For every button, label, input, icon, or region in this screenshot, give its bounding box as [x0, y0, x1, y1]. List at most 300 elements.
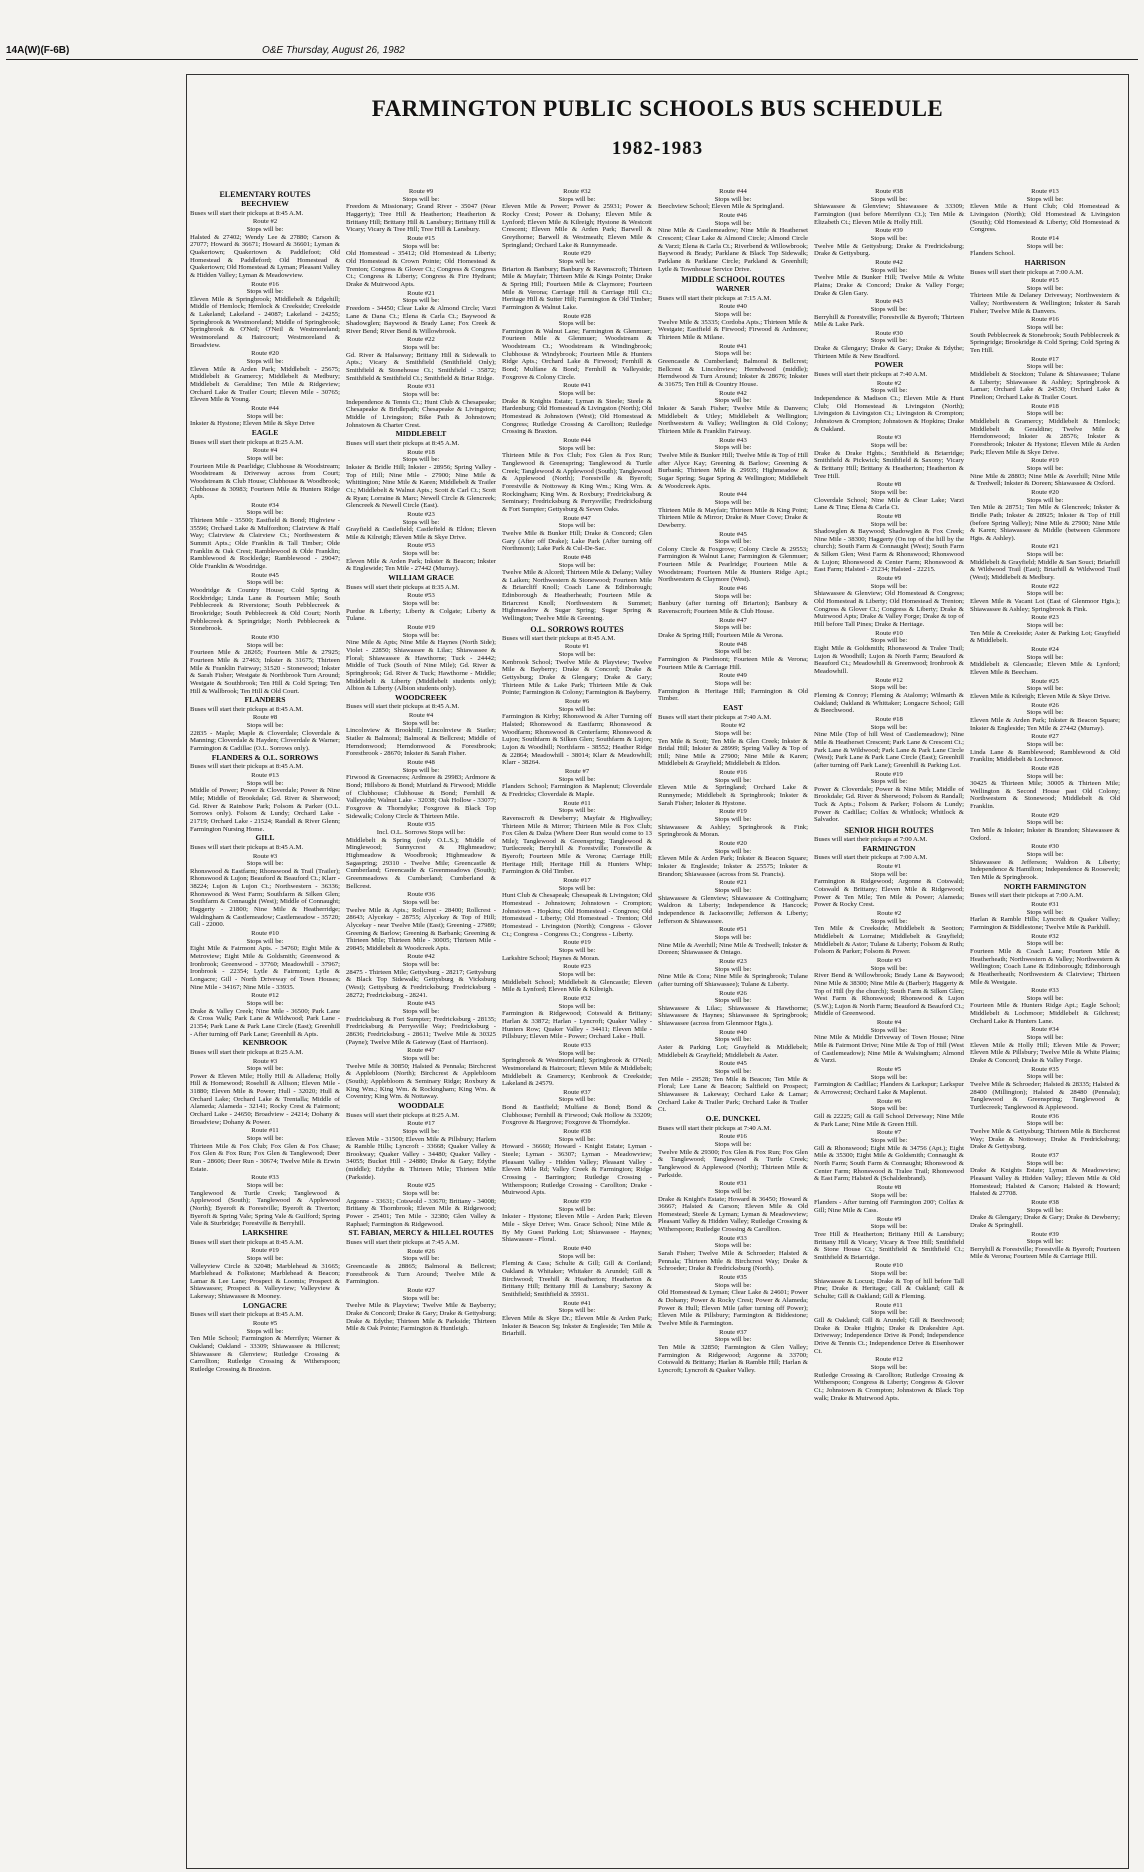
- stops-label: Stops will be:: [1026, 709, 1064, 717]
- route-stops: Old Homestead & Lyman; Clear Lake & 24601; Power & Dohany; Power & Rocky Crest; Power & Alameda; Power & Hull; Eleven Mile (after turning off Power); Eleven Mile & Pillsbury; Farmington & Biddestone; Twelve Mile & Farmington.: [658, 1289, 808, 1327]
- pickup-time-note: Buses will start their pickups at 7:15 A.M.: [658, 294, 772, 302]
- route-stops: Rhonswood & Eastfarm; Rhonswood & Trail (Trailer); Rhonswood & Lujon; Beauford & Beauford Ct.; Klarr - 38224; Lujon & Lujon Ct.; Northwestern - 36336; Rhonswood & West Farm; Southfarm & Silken Glen; Southfarm & Connaught (West); Middle of Connaught; Haggerty - 21800; Nine Mile & Heatherridge; Waldingham & Castlemeadow; Castlemeadow - 35720; Gill - 22000.: [190, 867, 340, 929]
- route-entry: [658, 840, 808, 878]
- route-number: Route #14: [1031, 234, 1059, 242]
- route-number: Route #3: [876, 956, 902, 964]
- school-heading: WOODCREEK: [395, 692, 447, 702]
- route-number: Route #21: [719, 879, 747, 887]
- route-number: Route #8: [876, 1183, 902, 1191]
- route-entry: [814, 630, 964, 676]
- route-number: Route #4: [876, 1019, 902, 1027]
- stops-label: Stops will be:: [714, 498, 752, 506]
- route-number: Route #1: [876, 863, 902, 870]
- route-entry: [658, 1133, 808, 1179]
- route-stops: Eleven Mile - 31500; Eleven Mile & Pillsbury; Harlem & Ramble Hills; Lyncroft - 33668; Quaker Valley & Brookway; Quaker Valley - 34480; Quaker Valley - 34055; Bucket Hill - 24880; Drake & Gary; Edythe (middle); Edythe & Thirteen Mile; Thirteen Mile (Parkside).: [346, 1135, 496, 1181]
- route-entry: [658, 769, 808, 807]
- stops-label: Stops will be:: [558, 1096, 596, 1104]
- stops-label: Stops will be:: [714, 1336, 752, 1344]
- route-entry: [190, 1174, 340, 1228]
- pickup-time-note: Buses will start their pickups at 8:25 A.M.: [346, 1111, 460, 1119]
- stops-label: Stops will be:: [402, 344, 440, 352]
- route-entry: [658, 491, 808, 529]
- stops-label: Stops will be:: [558, 320, 596, 328]
- route-entry: [970, 843, 1120, 881]
- route-number: Route #29: [1031, 811, 1059, 819]
- route-entry: [190, 502, 340, 571]
- route-entry: [346, 1120, 496, 1181]
- route-number: Route #8: [876, 512, 902, 520]
- stops-label: Stops will be:: [246, 937, 284, 945]
- stops-label: Stops will be:: [714, 776, 752, 784]
- schedule-column: [190, 188, 340, 1864]
- route-stops: Drake & Spring Hill; Fourteen Mile & Verona.: [658, 632, 784, 640]
- stops-label: Stops will be:: [1026, 324, 1064, 332]
- route-stops: Inkster & Sarah Fisher; Twelve Mile & Danvers; Middlebelt & Utley; Middlebelt & Wellington; Northwestern & Valley; Wellington & Old Colony; Thirteen Mile & Franklin Fairway.: [658, 405, 808, 435]
- route-stops: Nine Mile & Middle Driveway of Town House; Nine Mile & Fairmont Drive; Nine Mile & Top of Hill (West of Castlemeadow); Nine Mile & Walsingham; Almond & Varzi.: [814, 1034, 964, 1065]
- stops-label: Stops will be:: [246, 1065, 284, 1073]
- route-stops: Fredricksburg & Fort Sumpter; Fredricksburg - 28135; Fredricksburg & Perrysville Way; Fredricksburg - 28636; Fredricksburg - 28611; Twelve Mile & 30325 (Payne); Twelve Mile & Gateway (East of Harrison).: [346, 1015, 496, 1046]
- stops-label: Incl. O.L. Sorrows Stops will be:: [376, 828, 466, 836]
- route-entry: [658, 1274, 808, 1328]
- route-entry: [502, 1089, 652, 1127]
- route-entry: [970, 235, 1120, 258]
- route-entry: [814, 677, 964, 715]
- route-stops: Grayfield & Castlefield; Castlefield & Eldon; Eleven Mile & Kilreigh; Eleven Mile & Skye Drive.: [346, 526, 496, 541]
- route-stops: Howard - 36660; Howard - Knight Estate; Lyman - Steele; Lyman - 36307; Lyman - Meadowview; Pleasant Valley - Hidden Valley; Pleasant Valley - Eleven Mile Rd; Valley Creek & Farmington; Ridge Crossing - Barrington; Rutledge Crossing - Witherspoon; Rutledge Crossing - Carollton; Drake - Muirwood Apts.: [502, 1143, 652, 1197]
- route-stops: Shiawassee & Glenview; Shiawassee & Cottingham; Waldron & Liberty; Independence & Hancock; Independence & Jacksonville; Jefferson & Liberty; Jefferson & Shiawassee.: [658, 894, 808, 925]
- route-number: Route #32: [563, 188, 591, 195]
- stops-label: Stops will be:: [870, 1270, 908, 1278]
- route-stops: Eleven Mile & Springland; Orchard Lake & Runnymede; Middlebelt & Springbrook; Inkster & Sarah Fisher; Inkster & Hystone.: [658, 784, 808, 807]
- pickup-time-note: Buses will start their pickups at 7:40 A.M.: [658, 713, 772, 721]
- route-number: Route #12: [875, 676, 903, 684]
- route-number: Route #11: [251, 1127, 279, 1135]
- stops-label: Stops will be:: [1026, 1238, 1064, 1246]
- route-number: Route #10: [251, 930, 279, 938]
- route-number: Route #36: [407, 891, 435, 899]
- route-number: Route #8: [876, 481, 902, 489]
- route-stops: Thirteen Mile & Mayfair; Thirteen Mile & King Point; Thirteen Mile & Mirror; Drake & Muer Cove; Drake & Dewberry.: [658, 506, 808, 529]
- route-entry: [814, 259, 964, 297]
- route-number: Route #38: [1031, 1198, 1059, 1206]
- stops-label: Stops will be:: [714, 1140, 752, 1148]
- route-number: Route #26: [719, 989, 747, 997]
- school-heading: HARRISON: [1024, 257, 1066, 267]
- route-entry: [814, 957, 964, 1018]
- route-stops: Beechview School; Eleven Mile & Springland.: [658, 203, 784, 211]
- route-entry: [190, 447, 340, 501]
- route-entry: [502, 1042, 652, 1088]
- school-heading: LARKSHIRE: [242, 1227, 288, 1237]
- route-stops: Twelve Mile & Bunker Hill; Drake & Concord; Glen Gary (After off Drake); Lake Park (After turning off Northmont); Lake Park & Cul-De-Sac.: [502, 529, 652, 553]
- route-entry: [658, 641, 808, 672]
- stops-label: Stops will be:: [870, 684, 908, 692]
- route-entry: [502, 250, 652, 311]
- route-entry: [970, 1231, 1120, 1262]
- stops-label: Stops will be:: [402, 898, 440, 906]
- route-stops: Nine Mile & Cora; Nine Mile & Springbrook; Tulane (after turning off Shiawassee); Tulane & Liberty.: [658, 973, 808, 988]
- route-stops: Farmington & Heritage Hill; Farmington & Old Timber.: [658, 687, 808, 703]
- route-stops: Power & Cloverdale; Power & Nine Mile; Middle of Brookdale; Gd. River & Sherwood; Folsom & Randall; Tuck & Apts.; Folsom & Parker; Folsom & Lundy; Power & Cadillac; Colfax & Whitlock; Whitlock & Salvador.: [814, 785, 964, 824]
- route-number: Route #6: [564, 698, 590, 705]
- route-number: Route #18: [875, 715, 903, 723]
- route-entry: [346, 759, 496, 820]
- route-stops: Eleven Mile & Arden Park; Inkster & Beacon Square; Inkster & Engleside; Ten Mile & 27442 (Murray).: [970, 716, 1120, 732]
- stops-label: Stops will be:: [870, 441, 908, 449]
- route-number: Route #2: [720, 722, 746, 730]
- route-entry: [814, 1216, 964, 1262]
- stops-label: Stops will be:: [558, 651, 596, 659]
- route-entry: [814, 716, 964, 770]
- school-heading: GILL: [255, 833, 275, 843]
- route-number: Route #26: [407, 1247, 435, 1255]
- route-stops: Eleven Mile & Skye Dr.; Eleven Mile & Arden Park; Inkster & Beacon Sq; Inkster & Engleside; Ten Mile & Briarhill.: [502, 1314, 652, 1338]
- stops-label: Stops will be:: [246, 860, 284, 868]
- route-entry: [970, 987, 1120, 1025]
- route-number: Route #47: [407, 1047, 435, 1055]
- route-number: Route #41: [719, 342, 747, 350]
- route-number: Route #16: [1031, 316, 1059, 324]
- route-stops: Nine Mile & Castlemeadow; Nine Mile & Heatherset Crescent; Clear Lake & Almond Circle; Almond Circle & Varzi; Elena & Carla Ct.; Riverbend & Willowbrook; Baywood & Brady; Parklane & Black Top Sidewalk; Parklane & Parklane Circle; Parkland & Greenhill; Lytle & Townhouse Service Drive.: [658, 227, 808, 273]
- schedule-column: [502, 188, 652, 1864]
- route-number: Route #4: [408, 712, 434, 720]
- route-number: Route #44: [563, 437, 591, 444]
- stops-label: Stops will be:: [870, 195, 908, 203]
- route-entry: [502, 382, 652, 436]
- route-stops: Cloverdale School; Nine Mile & Clear Lake; Varzi Lane & Tina; Elena & Carla Ct.: [814, 496, 964, 512]
- route-entry: [658, 808, 808, 839]
- route-stops: Ten Mile & 28751; Ten Mile & Glencreek; Inkster & Bridle Path; Inkster & 28925; Inkster & Top of Hill (before Spring Valley); Nine Mile & 27900; Nine Mile & Karen; Shiawassee & Middle (between Glenmore Hgts. & Ashley).: [970, 504, 1120, 542]
- schedule-column: [658, 188, 808, 1864]
- route-number: Route #30: [1031, 843, 1059, 851]
- stops-label: Stops will be:: [1026, 496, 1064, 504]
- route-entry: [814, 330, 964, 361]
- schedule-column: [346, 188, 496, 1864]
- route-stops: Halsted & 27402; Wendy Lee & 27880; Carson & 27077; Howard & 36671; Howard & 36601; Lyman & Quakertown; Quakertown & Paddlefoot; Old Homestead & Paddleford; Old Homestead & Quakertown; Old Homestead & Lyman; Pleasant Valley & Hidden Valley; Lyman & Meadowview.: [190, 233, 340, 279]
- school-heading: LONGACRE: [243, 1300, 287, 1310]
- route-stops: Eleven Mile & Vacant Lot (East of Glenmoor Hgts.); Shiawassee & Ashley; Springbrook & Fink.: [970, 598, 1120, 613]
- stops-label: Stops will be:: [1026, 685, 1064, 693]
- stops-label: Stops will be:: [1026, 653, 1064, 661]
- stops-label: Stops will be:: [402, 297, 440, 305]
- stops-label: Stops will be:: [402, 1127, 440, 1135]
- route-number: Route #8: [252, 714, 278, 722]
- route-stops: Briarton & Banbury; Banbury & Ravenscroft; Thirteen Mile & Mayfair; Thirteen Mile & Kings Pointe; Drake & Spring Hill; Fourteen Mile & Claymore; Fourteen Mile & Verona; Carriage Hill & Carriage Hill Ct.; Heritage Hill & Sutter Hill; Farmington & Old Timber; Farmington & Walnut Lake.: [502, 265, 652, 311]
- route-stops: Ten Mile School; Farmington & Merrilyn; Warner & Oakland; Oakland - 33309; Shiawassee & Hillcrest; Shiawassee & Glenview; Rutledge Crossing & Carrollton; Rutledge Crossing & Witherspoon; Rutledge Crossing & Braxton.: [190, 1335, 340, 1373]
- route-number: Route #39: [875, 227, 903, 235]
- route-entry: [346, 235, 496, 289]
- route-number: Route #13: [1031, 188, 1059, 195]
- stops-label: Stops will be:: [714, 729, 752, 737]
- pickup-time-note: Buses will start their pickups at 8:45 A.M.: [190, 705, 304, 713]
- route-number: Route #19: [719, 808, 747, 816]
- route-number: Route #40: [719, 303, 747, 311]
- school-heading: BEECHVIEW: [241, 199, 289, 208]
- route-entry: [502, 698, 652, 767]
- route-number: Route #6: [876, 1097, 902, 1105]
- route-number: Route #43: [719, 436, 747, 444]
- route-number: Route #23: [407, 510, 435, 518]
- route-entry: [814, 227, 964, 258]
- route-entry: [502, 768, 652, 799]
- route-number: Route #28: [563, 312, 591, 320]
- route-entry: [658, 1235, 808, 1273]
- route-entry: [190, 992, 340, 1038]
- route-number: Route #29: [563, 250, 591, 258]
- stops-label: Stops will be:: [558, 1135, 596, 1143]
- route-number: Route #34: [251, 501, 279, 509]
- stops-label: Stops will be:: [246, 1254, 284, 1262]
- route-entry: [814, 1098, 964, 1129]
- stops-label: Stops will be:: [558, 970, 596, 978]
- stops-label: Stops will be:: [870, 723, 908, 731]
- route-stops: Ten Mile & Scott; Ten Mile & Glen Creek; Inkster & Bridal Hill; Inkster & 28999; Spring Valley & Top of Hill; Nine Mile & 27900; Nine Mile & Karen; Middlebelt & Grayfield; Middlebelt & Eldon.: [658, 737, 808, 768]
- route-entry: [814, 1066, 964, 1097]
- route-stops: Farmington & Cadillac; Flanders & Larkspur; Larkspur & Arrowcrest; Orchard Lake & Maplenut.: [814, 1081, 964, 1097]
- route-entry: [190, 930, 340, 991]
- stops-label: Stops will be:: [1026, 590, 1064, 598]
- stops-label: Stops will be:: [714, 1036, 752, 1044]
- route-entry: [658, 879, 808, 925]
- stops-label: Stops will be:: [1026, 940, 1064, 948]
- pickup-time-note: Buses will start their pickups at 7:00 A.M.: [814, 854, 928, 862]
- route-number: Route #23: [1031, 614, 1059, 622]
- route-stops: Independence & Madison Ct.; Eleven Mile & Hunt Club; Old Homestead & Livingston (North); Livingston & Livingston Ct.; Livingston & Crompton; Johnstown & Crompton; Johnstown & Hopkins; Drake & Oakland.: [814, 395, 964, 433]
- stops-label: Stops will be:: [402, 631, 440, 639]
- route-stops: Lincolnview & Brookhill; Lincolnview & Statler; Statler & Balmoral; Balmoral & Bellcrest; Middle of Herndonwood; Herndonwood & Forestbrook; Forestbrook - 28670; Inkster & Sarah Fisher.: [346, 727, 496, 758]
- route-number: Route #36: [1031, 1112, 1059, 1120]
- route-entry: [346, 542, 496, 573]
- route-entry: [502, 1300, 652, 1338]
- route-number: Route #16: [719, 769, 747, 777]
- stops-label: Stops will be:: [714, 997, 752, 1005]
- route-number: Route #19: [563, 939, 591, 947]
- stops-label: Stops will be:: [558, 561, 596, 569]
- stops-label: Stops will be:: [714, 397, 752, 405]
- school-heading: FLANDERS: [244, 695, 286, 705]
- route-stops: Shiawassee & Glenview; Shiawassee & 33309; Farmington (just before Merrilynn Ct.); Ten Mile & Elizabeth Ct.; Eleven Mile & Holly Hill.: [814, 203, 964, 226]
- route-stops: Eleven Mile & Arden Park; Inkster & Beacon Square; Inkster & Engleside; Inkster & 25575; Inkster & Brandon; Shiawassee (across from St. Francis).: [658, 855, 808, 878]
- route-entry: [502, 939, 652, 962]
- stops-label: Stops will be:: [246, 641, 284, 649]
- route-entry: [346, 1287, 496, 1333]
- route-number: Route #5: [876, 1066, 902, 1074]
- route-entry: [970, 277, 1120, 315]
- stops-label: Stops will be:: [246, 1182, 284, 1189]
- route-entry: [658, 990, 808, 1028]
- stops-label: Stops will be:: [402, 1055, 440, 1062]
- route-entry: [814, 1262, 964, 1300]
- route-number: Route #2: [252, 218, 278, 226]
- route-entry: [814, 1129, 964, 1183]
- school-heading: MIDDLEBELT: [395, 429, 447, 439]
- route-entry: [970, 489, 1120, 543]
- route-stops: Shiawassee & Locust; Drake & Top of hill before Tall Pine; Drake & Heritage; Gill & Oakland; Gill & Schulte; Gill & Oakland; Gill & Fleming.: [814, 1277, 964, 1301]
- route-stops: Middlebelt & Spring (only O.L.S.); Middle of Minglewood; Sunnycrest & Highmeadow; Highmeadow & Woodbrook; Highmeadow & Sagaspring; 29310 - Twelve Mile; Greencastle & Cumberland; Greencastle & Greenmeadows (South); Greenmeadows & Cumberland; Cumberland & Bellcrest.: [346, 836, 496, 890]
- route-number: Route #43: [875, 298, 903, 306]
- route-stops: Shadowglen & Baywood; Shadowglen & Fox Creek; Nine Mile - 38300; Haggerty (On top of the hill by the church); South Farm & Connaught (West); South Farm & Silken Glen; West Farm & Rhonswood; Rhonswood & Lujon; Rhonswood & Center Farm; Rhonswood & East Farm; Halsted - 21234; Halsted - 22215.: [814, 528, 964, 574]
- pickup-time-note: Buses will start their pickups at 8:35 A.M.: [346, 583, 460, 591]
- stops-label: Stops will be:: [1026, 908, 1064, 916]
- route-entry: [190, 350, 340, 404]
- route-entry: [658, 585, 808, 616]
- stops-label: Stops will be:: [870, 917, 908, 925]
- route-number: Route #3: [876, 434, 902, 442]
- route-number: Route #23: [563, 963, 591, 971]
- school-heading: POWER: [874, 360, 904, 370]
- route-entry: [970, 457, 1120, 488]
- route-stops: Middlebelt & Stockton; Tulane & Shiawassee; Tulane & Liberty; Shiawassee & Ashley; Springbrook & Lamar; Orchard Lake & 24530; Orchard Lake & Pinelion; Orchard Lake & Trailer Court.: [970, 371, 1120, 401]
- stops-label: Stops will be:: [558, 522, 596, 530]
- route-number: Route #48: [563, 553, 591, 561]
- route-entry: [814, 188, 964, 226]
- route-number: Route #45: [251, 571, 279, 579]
- route-stops: Twelve Mile & 35335; Cordoba Apts.; Thirteen Mile & Westgate; Eastfield & Firwood; Firwood & Ardmore; Thirteen Mile & Milane.: [658, 318, 808, 342]
- route-number: Route #13: [251, 772, 279, 779]
- route-stops: Thirteen Mile & Delaney Driveway; Northwestern & Valley; Northwestern & Wellington; Inkster & Sarah Fisher; Twelve Mile & Danvers.: [970, 292, 1120, 315]
- route-stops: Drake & Drake Hghts.; Smithfield & Briarridge; Smithfield & Pickwick; Smithfield & Saxony; Vicary & Brittany Hill; Brittany & Heatherton; Heatherton & Tree Hill.: [814, 449, 964, 480]
- route-stops: Ten Mile & Creekside; Middlebelt & Seotton; Middlebelt & Lorraine; Middlebelt & Grayfield; Middlebelt & Astor; Tulane & Liberty; Folsom & Ruth; Folsom & Parker; Folsom & Power.: [814, 925, 964, 956]
- route-stops: Woodridge & Country House; Cold Spring & Rockbridge; Linda Lane & Fourteen Mile; South Pebblecreek & Riverstone; South Pebblecreek & Brookridge; South Pebblecreek & Old Court; North Pebblecreek & Springridge; North Pebblecreek & Stonebrook.: [190, 587, 340, 633]
- stops-label: Stops will be:: [402, 766, 440, 774]
- route-number: Route #38: [875, 188, 903, 195]
- route-stops: Farmington & Ridgewood; Cotswald & Brittany; Harlan & 33872; Harlan - Lyncroft; Quaker Valley - Hunters Row; Quaker Valley - 34411; Eleven Mile - Pillsbury; Eleven Mile - Power; Orchard Lake - Hull.: [502, 1010, 652, 1041]
- pickup-time-note: Buses will start their pickups at 8:45 A.M.: [190, 209, 304, 217]
- route-number: Route #42: [719, 389, 747, 397]
- route-entry: [346, 821, 496, 890]
- route-entry: [346, 336, 496, 382]
- pickup-time-note: Buses will start their pickups at 7:00 A.M.: [970, 268, 1084, 276]
- route-entry: [814, 298, 964, 329]
- stops-label: Stops will be:: [714, 350, 752, 358]
- route-entry: [346, 188, 496, 234]
- stops-label: Stops will be:: [870, 582, 908, 590]
- route-entry: [814, 380, 964, 434]
- route-stops: Tree Hill & Heatherton; Brittany Hill & Lansbury; Brittany Hill & Vicary; Vicary & Tree Hill; Smithfield & Stone House Ct.; Smithfield & Smithfield Ct.; Smithfield & Briarridge.: [814, 1230, 964, 1261]
- route-number: Route #44: [251, 405, 279, 412]
- route-number: Route #37: [719, 1328, 747, 1336]
- route-stops: Shiawassee & Glenview; Old Homestead & Congress; Old Homestead & Liberty; Old Homestead & Trenton; Congress & Glover Ct.; Congress & Liberty; Drake & Muirwood Apts; Drake & Valley Forge; Drake & top of Hill before Tall Pines; Drake & Heritage.: [814, 590, 964, 629]
- route-entry: [658, 531, 808, 585]
- route-stops: Twelve Mile & 30850; Halsted & Pennala; Birchcrest & Applebloom (North); Birchcrest & Applebloom (South); Applebloom & Seminary Ridge; Roxbury & King Wm.; King Wm. & Rockingham; King Wm. & Coventry; King Wm. & Nottaway.: [346, 1062, 496, 1101]
- route-number: Route #3: [252, 852, 278, 860]
- route-entry: [658, 303, 808, 341]
- route-stops: Twelve Mile & 29300; Fox Glen & Fox Run; Fox Glen & Tanglewood; Tanglewood & Turtle Creek; Tanglewood & Applewood (North); Thirteen Mile & Parkside.: [658, 1148, 808, 1179]
- stops-label: Stops will be:: [714, 219, 752, 227]
- route-entry: [346, 953, 496, 999]
- route-stops: Gill & 22225; Gill & Gill School Driveway; Nine Mile & Park Lane; Nine Mile & Green Hill.: [814, 1113, 964, 1128]
- route-stops: Twelve Mile & Bunker Hill; Twelve Mile & Top of Hill after Alyce Kay; Greening & Barlow; Greening & Burbank; Thirteen Mile & 29935; Highmeadow & Sugar Spring; Sugar Spring & Wellington; Middlebelt & Woodcreek Apts.: [658, 451, 808, 490]
- route-number: Route #3: [252, 1057, 278, 1065]
- route-number: Route #21: [1031, 543, 1059, 551]
- stops-label: Stops will be:: [246, 1327, 284, 1335]
- route-number: Route #10: [875, 1262, 903, 1270]
- route-stops: Bond & Eastfield; Mulfane & Bond; Bond & Clubhouse; Fernhill & Firwood; Oak Hollow & 33209; Foxgrove & Hargrove; Foxgrove & Thorndyke.: [502, 1104, 652, 1127]
- route-number: Route #47: [563, 514, 591, 522]
- route-number: Route #46: [719, 211, 747, 219]
- route-entry: [190, 281, 340, 350]
- route-entry: [346, 712, 496, 758]
- stops-label: Stops will be:: [870, 870, 908, 878]
- route-number: Route #33: [563, 1041, 591, 1049]
- route-entry: [658, 188, 808, 211]
- section-heading: MIDDLE SCHOOL ROUTES: [681, 275, 785, 285]
- route-number: Route #22: [407, 336, 435, 344]
- route-stops: Greencastle & Cumberland; Balmoral & Bellcrest; Bellcrest & Lincolnview; Herndwood (middle); Herndwood & Turn Around; Inkster & 28676; Inkster & 31675; Ten Hill & Country House.: [658, 358, 808, 389]
- stops-label: Stops will be:: [1026, 1159, 1064, 1167]
- route-stops: Hunt Club & Chesapeak; Chesapeak & Livingston; Old Homestead - Johnstown; Johnstown - Crompton; Johnstown - Hopkins; Old Homestead - Congress; Old Homestead - Liberty; Old Homestead - Trenton; Old Homestead - Livingston (North); Congress - Glover Ct.; Congress - Congress Ct.; Congress - Liberty.: [502, 892, 652, 938]
- route-number: Route #15: [1031, 277, 1059, 285]
- route-stops: Banbury (after turning off Briarton); Banbury & Ravenscroft; Fourteen Mile & Club House.: [658, 600, 808, 616]
- stops-label: Stops will be:: [1026, 851, 1064, 859]
- route-stops: Shiawassee & Lilac; Shiawassee & Hawthorne; Shiawassee & Haynes; Shiawassee & Springbrook; Shiawassee (across from Glenmoor Hgts.).: [658, 1004, 808, 1028]
- route-entry: [346, 891, 496, 952]
- route-stops: Purdue & Liberty; Liberty & Colgate; Liberty & Tulane.: [346, 607, 496, 623]
- route-entry: [190, 1247, 340, 1301]
- route-number: Route #19: [1031, 457, 1059, 465]
- route-stops: Eleven Mile & Springbrook; Middlebelt & Edgehill; Middle of Hemlock; Hemlock & Creekside; Creekside & Lakeland; Lakeland - 24087; Lakeland - 24255; Springbrook & Westmoreland; Middle of Springbrook; Springbrook & O'Neil; O'Neil & Westmoreland; Westmoreland & Haircourt; Westmoreland & Broadview.: [190, 295, 340, 349]
- route-entry: [970, 1152, 1120, 1198]
- route-entry: [970, 1066, 1120, 1112]
- route-stops: Fourteen Mile & 28265; Fourteen Mile & 27925; Fourteen Mile & 27463; Inkster & 31675; Thirteen Mile & Franklin Fairway; 31520 - Stonewood; Inkster & Sarah Fisher; Westgate & Northbrook Turn Around; Westgate & Southbrook; Ten Hill & Cold Spring; Ten Hill & Wallbrook; Ten Hill & Old Court.: [190, 649, 340, 695]
- route-number: Route #12: [251, 992, 279, 1000]
- stops-label: Stops will be:: [402, 195, 440, 203]
- stops-label: Stops will be:: [402, 242, 440, 250]
- route-stops: Fourteen Mile & Coach Lane; Fourteen Mile & Heatherheath; Northwestern & Valley; Northwestern & Wellington; Coach Lane & Edinborough; Edinborough & Heatherheath; Northwestern & Clairview; Thirteen Mile & Westgate.: [970, 947, 1120, 986]
- route-entry: [346, 290, 496, 336]
- route-entry: [970, 702, 1120, 733]
- stops-label: Stops will be:: [1026, 772, 1064, 780]
- route-number: Route #16: [719, 1133, 747, 1141]
- route-entry: [970, 583, 1120, 614]
- stops-label: Stops will be:: [714, 679, 752, 687]
- route-entry: [190, 405, 340, 428]
- route-entry: [814, 1302, 964, 1356]
- route-entry: [970, 901, 1120, 932]
- route-number: Route #9: [876, 1215, 902, 1223]
- route-stops: Aster & Parking Lot; Grayfield & Middlebelt; Middlebelt & Grayfield; Middlebelt & Aster.: [658, 1044, 808, 1059]
- route-stops: Colony Circle & Foxgrove; Colony Circle & 29553; Farmington & Walnut Lane; Farmington & Glenmuer; Fourteen Mile & Pearlridge; Fourteen Mile & Woodstream; Fourteen Mile & Hunters Ridge Apt.; Northwestern & Claymore (West).: [658, 545, 808, 584]
- pickup-time-note: Buses will start their pickups at 8:45 A.M.: [346, 703, 460, 711]
- stops-label: Stops will be:: [558, 884, 596, 892]
- route-stops: Nine Mile & Apts; Nine Mile & Haynes (North Side); Violet - 22850; Shiawassee & Lilac; Shiawassee & Floral; Shiawassee & Hawthorne; Tuck - 24442; Middle of Tuck (South of Nine Mile); Gd. River & Springbrook; Gd. River & Tuck; Hawthorne - Middle; Middlebelt & Liberty (Middlebelt students only); Albion & Liberty (Albion students only).: [346, 639, 496, 693]
- route-entry: [190, 772, 340, 833]
- route-entry: [970, 678, 1120, 701]
- pickup-time-note: Buses will start their pickups at 7:00 A.M.: [814, 836, 928, 844]
- route-number: Route #37: [1031, 1151, 1059, 1159]
- route-number: Route #5: [252, 1320, 278, 1328]
- section-heading: O.L. SORROWS ROUTES: [530, 624, 624, 634]
- route-stops: Eleven Mile & Arden Park; Middlebelt - 25675; Middlebelt & Gramercy; Middlebelt & Medbury; Middlebelt & Geraldine; Ten Mile & Ridgeview; Orchard Lake & Trailer Court; Eleven Mile - 30765; Eleven Mile & Young.: [190, 365, 340, 404]
- route-entry: [190, 218, 340, 279]
- route-stops: 22835 - Maple; Maple & Cloverdale; Cloverdale & Manning; Cloverdale & Hayden; Cloverdale & Warner; Farmington & Cadillac (O.L. Sorrows only).: [190, 729, 340, 753]
- route-entry: [814, 1356, 964, 1402]
- route-number: Route #7: [564, 767, 590, 775]
- route-number: Route #19: [407, 623, 435, 631]
- stops-label: Stops will be:: [714, 444, 752, 452]
- stops-label: Stops will be:: [870, 520, 908, 528]
- stops-label: Stops will be:: [714, 816, 752, 824]
- route-entry: [190, 634, 340, 695]
- route-entry: [190, 1058, 340, 1127]
- route-stops: Kenbrook School; Twelve Mile & Playview; Twelve Mile & Bayberry; Drake & Concord; Drake & Gettysburg; Drake & Glengary; Drake & Gary; Thirteen Mile & Lake Park; Thirteen Mile & Oak Pointe; Farmington & Colony; Farmington & Bayberry.: [502, 658, 652, 697]
- stops-label: Stops will be:: [1026, 622, 1064, 630]
- stops-label: Stops will be:: [870, 1073, 908, 1081]
- route-entry: [502, 963, 652, 994]
- route-stops: Power & Eleven Mile; Holly Hill & Alladena; Holly Hill & Homewood; Rosehill & Allison; Eleven Mile - 31880; Eleven Mile & Power; Hull - 32020; Hull & Orchard Lake; Orchard Lake & Trentalla; Middle of Alameda; Alameda - 32141; Rocky Crest & Fairmont; Orchard Lake - 24650; Broadview - 24214; Dohany & Broadview; Dohany & Power.: [190, 1072, 340, 1126]
- route-number: Route #32: [563, 994, 591, 1002]
- stops-label: Stops will be:: [870, 1223, 908, 1231]
